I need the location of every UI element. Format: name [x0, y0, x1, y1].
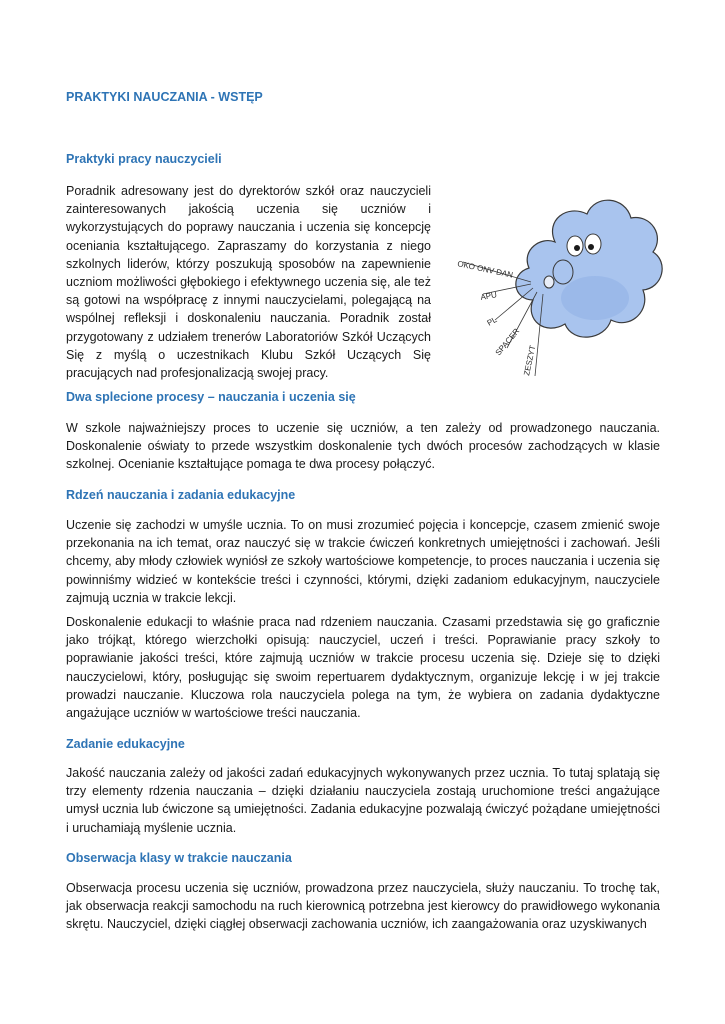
illustration-label: PL	[485, 315, 499, 328]
illustration-label: ZESZYT	[522, 344, 538, 377]
paragraph-rdzen-1: Uczenie się zachodzi w umyśle ucznia. To on musi zrozumieć pojęcia i koncepcje, czasem zmienić swoje przekonania na ich temat, oraz nauczyć się w trakcie ćwiczeń konkretnych umiejętności i zachowań. Jeśli chcemy, aby młody człowiek wyniósł ze szkoły wartościowe kompetencje, to proces nauczania i uczenia się powinniśmy widzieć w kontekście treści i czynności, którymi, dzięki zadaniom edukacyjnym, nauczyciele zajmują ucznia w trakcie lekcji.	[66, 518, 660, 605]
illustration-label: OKO ONV DAN	[456, 259, 514, 280]
section-heading-zadanie: Zadanie edukacyjne	[66, 737, 185, 751]
paragraph-obserwacja: Obserwacja procesu uczenia się uczniów, prowadzona przez nauczyciela, służy nauczaniu. To trochę tak, jak obserwacja reakcji samochodu na ruch kierownicą potrzebna jest kierowcy do prawidłowego wykonania skrętu. Nauczyciel, dzięki ciągłej obserwacji zachowania uczniów, ich zaangażowania oraz uzyskiwanych	[66, 881, 660, 932]
illustration-label: SPACER	[493, 326, 522, 358]
cloud-illustration	[445, 180, 670, 380]
paragraph-praktyki: Poradnik adresowany jest do dyrektorów szkół oraz nauczycieli zainteresowanych jakością uczenia się uczniów i wykorzystujących do poprawy nauczania i uczenia się koncepcję oceniania kształtującego. Zapraszamy do korzystania z niego szkolnych liderów, którzy poszukują sposobów na zapewnienie uczniom możliwości głębokiego i efektywnego uczenia się, ale też są gotowi na współpracę z innymi nauczycielami, polegającą na wspólnej refleksji i doskonaleniu nauczania. Poradnik został przygotowany z udziałem trenerów Laboratoriów Szkół Uczących Się z myślą o uczestnikach Klubu Szkół Uczących Się pracujących nad profesjonalizacją swojej pracy.	[66, 184, 431, 381]
section-heading-praktyki: Praktyki pracy nauczycieli	[66, 152, 222, 166]
section-heading-rdzen: Rdzeń nauczania i zadania edukacyjne	[66, 488, 296, 502]
paragraph-rdzen-2: Doskonalenie edukacji to właśnie praca nad rdzeniem nauczania. Czasami przedstawia się go graficznie jako trójkąt, którego wierzchołki opisują: nauczyciel, uczeń i treści. Poprawianie pracy szkoły to poprawianie jakości treści, które zajmują uczniów w trakcie procesu uczenia się. Dzieje się to dzięki nauczycielowi, który, posługując się swoim repertuarem dydaktycznym, organizuje lekcję i w jej trakcie prowadzi nauczanie. Kluczowa rola nauczyciela polega na tym, że wybiera on zadania dydaktyczne angażujące uczniów w wartościowe treści nauczania.	[66, 615, 660, 721]
page-title: PRAKTYKI NAUCZANIA - WSTĘP	[66, 90, 263, 104]
paragraph-procesy: W szkole najważniejszy proces to uczenie się uczniów, a ten zależy od prowadzonego nauczania. Doskonalenie oświaty to przede wszystkim doskonalenie tych dwóch procesów zachodzących w klasie szkolnej. Ocenianie kształtujące pomaga te dwa procesy połączyć.	[66, 421, 660, 472]
section-heading-procesy: Dwa splecione procesy – nauczania i uczenia się	[66, 390, 356, 404]
cloud-character	[463, 200, 662, 376]
paragraph-zadanie: Jakość nauczania zależy od jakości zadań edukacyjnych wykonywanych przez ucznia. To tutaj splatają się trzy elementy rdzenia nauczania – dzięki działaniu nauczyciela zostają uruchomione treści angażujące umysł ucznia lub ćwiczone są umiejętności. Zadania edukacyjne pozwalają ćwiczyć pożądane umiejętności i uruchamiają myślenie ucznia.	[66, 766, 660, 835]
illustration-label: APU	[479, 290, 498, 302]
section-heading-obserwacja: Obserwacja klasy w trakcie nauczania	[66, 851, 292, 865]
